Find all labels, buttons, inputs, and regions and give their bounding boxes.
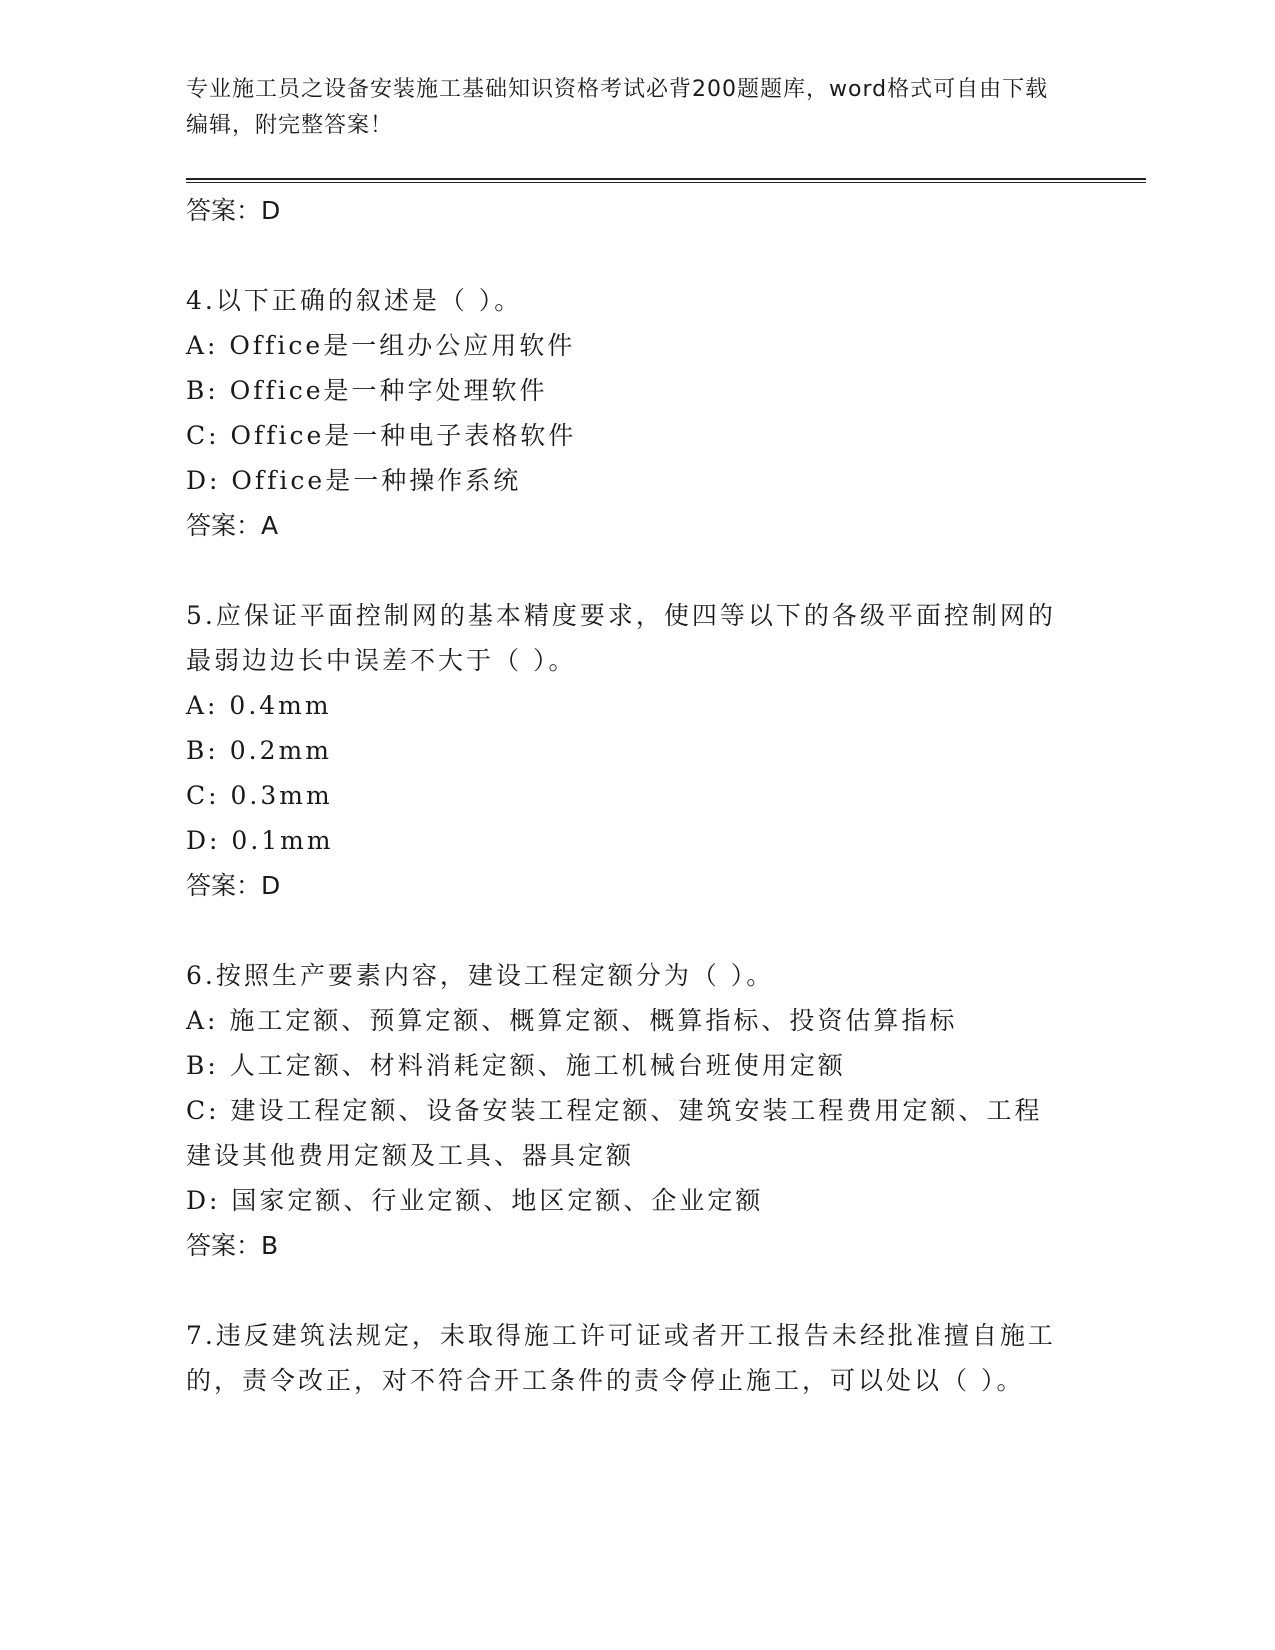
q4-option-c: C: Office是一种电子表格软件 [186,421,577,450]
q6-answer: 答案：B [186,1231,279,1260]
answer-prev: 答案：D [186,196,281,225]
question-4: 4.以下正确的叙述是（ ）。 [186,286,523,315]
q4-option-a: A: Office是一组办公应用软件 [186,331,576,360]
question-7: 7.违反建筑法规定，未取得施工许可证或者开工报告未经批准擅自施工的，责令改正，对不符合开工条件的责令停止施工，可以处以（ ）。 [186,1321,1056,1395]
q5-answer: 答案：D [186,871,281,900]
header-divider [186,178,1146,183]
q5-option-c: C: 0.3mm [186,781,333,810]
q4-option-d: D: Office是一种操作系统 [186,466,522,495]
q5-option-d: D: 0.1mm [186,826,334,855]
q5-option-b: B: 0.2mm [186,736,332,765]
q5-option-a: A: 0.4mm [186,691,332,720]
question-5: 5.应保证平面控制网的基本精度要求，使四等以下的各级平面控制网的最弱边边长中误差不大于（ ）。 [186,601,1056,675]
question-6: 6.按照生产要素内容，建设工程定额分为（ ）。 [186,961,775,990]
q4-option-b: B: Office是一种字处理软件 [186,376,548,405]
page-header: 专业施工员之设备安装施工基础知识资格考试必背200题题库，word格式可自由下载编辑，附完整答案！ [186,77,1049,138]
q6-option-d: D: 国家定额、行业定额、地区定额、企业定额 [186,1186,764,1215]
q6-option-c: C: 建设工程定额、设备安装工程定额、建筑安装工程费用定额、工程建设其他费用定额及工具、器具定额 [186,1096,1043,1170]
document-body [186,188,1066,1403]
q6-option-b: B: 人工定额、材料消耗定额、施工机械台班使用定额 [186,1051,846,1080]
q6-option-a: A: 施工定额、预算定额、概算定额、概算指标、投资估算指标 [186,1006,958,1035]
q4-answer: 答案：A [186,511,279,540]
